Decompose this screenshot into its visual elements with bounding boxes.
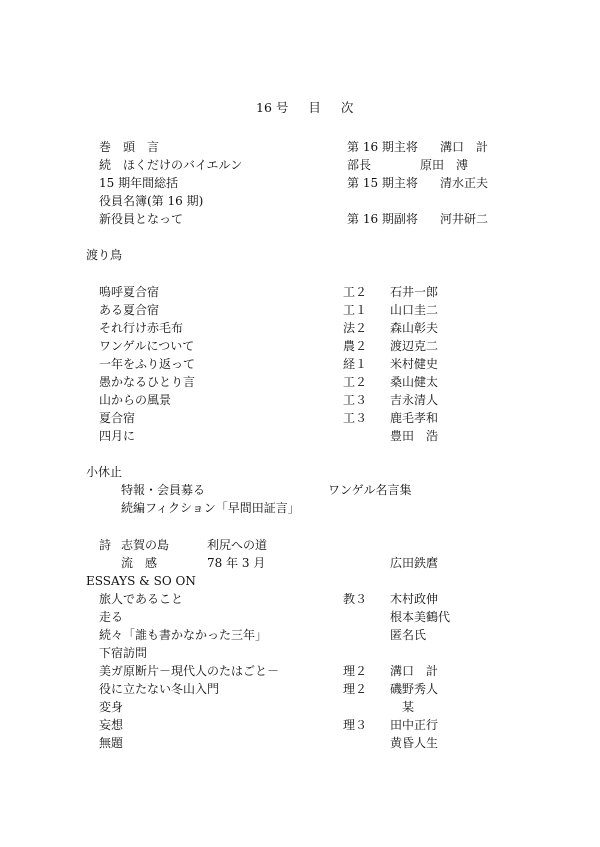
toc-entry-class: 工２ [343,375,368,389]
toc-entry-title: 山からの風景 [99,393,172,407]
toc-entry-name: 木村政伸 [390,592,439,606]
toc-entry-title: ワンゲルについて [99,339,195,353]
toc-entry-name: 某 [390,700,415,714]
toc-entry-title: 走る [99,610,124,624]
toc-entry-name: 石井一郎 [390,285,439,299]
toc-entry-title: 流 感 [121,556,158,570]
toc-entry-name: 黄昏人生 [390,736,439,750]
toc-entry-title: ある夏合宿 [99,303,160,317]
toc-entry-title: 愚かなるひとり言 [99,375,196,389]
toc-entry-title: 旅人であること [99,592,184,606]
toc-entry-class: 理２ [343,682,368,696]
toc-entry-name: 溝口 計 [390,664,439,678]
page-title [256,101,353,115]
toc-entry-title: 続編フィクション「早間田証言」 [121,501,300,515]
toc-entry-name: 河井研二 [440,212,489,226]
toc-entry-title: 無題 [99,736,124,750]
toc-entry-title: 美ガ原断片－現代人のたはごと－ [99,664,280,678]
toc-entry-class: 法２ [343,321,368,335]
toc-entry-class: 教３ [343,592,368,606]
title-issue: 16 号 [256,100,289,115]
toc-entry-name: 磯野秀人 [390,682,439,696]
toc-entry-class: 理２ [343,664,368,678]
toc-entry-name: 匿名氏 [390,628,427,642]
toc-entry-title: 志賀の島 [121,538,170,552]
toc-entry-class: 農２ [343,339,368,353]
toc-entry-class: 工２ [343,285,368,299]
title-moku: 目 [308,100,321,115]
toc-entry-title: 続 ほくだけのバイエルン [99,158,243,172]
title-ji: 次 [340,100,354,115]
section-heading-essays: ESSAYS & SO ON [86,574,196,588]
toc-entry-class: 理３ [343,718,368,732]
toc-entry-name: 山口圭二 [390,303,439,317]
toc-entry-role: 部長 [347,158,372,172]
toc-entry-name: 広田鉄麿 [390,556,439,570]
toc-entry-title: 変身 [99,700,124,714]
toc-entry-title: 嗚呼夏合宿 [99,285,160,299]
toc-entry-title: 一年をふり返って [99,357,196,371]
toc-entry-title: 夏合宿 [99,411,136,425]
toc-entry-name: 渡辺克二 [390,339,439,353]
toc-entry-name: 溝口 計 [440,140,489,154]
toc-entry-title: ワンゲル名言集 [328,483,412,497]
toc-entry-name: 森山彰夫 [390,321,439,335]
section-heading-kyuushi: 小休止 [86,465,123,479]
toc-entry-title: 役員名簿(第 16 期) [99,194,204,208]
toc-entry-name: 根本美鶴代 [390,610,451,624]
toc-entry-title: 巻 頭 言 [99,140,160,154]
toc-entry-title: 利尻への道 [207,538,268,552]
poem-label: 詩 [99,538,112,552]
toc-entry-title: 15 期年間総括 [99,176,179,190]
toc-entry-name: 田中正行 [390,718,439,732]
toc-entry-name: 桑山健太 [390,375,439,389]
toc-entry-name: 鹿毛孝和 [390,411,439,425]
section-heading-wataridori: 渡り鳥 [86,248,123,262]
toc-entry-title: 新役員となって [99,212,184,226]
toc-entry-role: 第 15 期主将 [347,176,418,190]
toc-entry-class: 工１ [343,303,368,317]
toc-entry-name: 吉永清人 [390,393,439,407]
toc-entry-name: 清水正夫 [440,176,489,190]
toc-entry-title: 四月に [99,429,136,443]
toc-entry-name: 豊田 浩 [390,429,439,443]
toc-entry-title: 役に立たない冬山入門 [99,682,220,696]
toc-entry-class: 工３ [343,393,368,407]
toc-entry-role: 第 16 期主将 [347,140,418,154]
toc-entry-title: 妄想 [99,718,124,732]
toc-entry-title: それ行け赤毛布 [99,321,184,335]
toc-entry-name: 米村健史 [390,357,439,371]
toc-entry-class: 工３ [343,411,368,425]
toc-entry-class: 経１ [343,357,368,371]
toc-entry-title: 続々「誰も書かなかった三年」 [99,628,268,642]
toc-entry-title: 下宿訪問 [99,646,148,660]
toc-entry-role: 第 16 期副将 [347,212,418,226]
toc-entry-title: 78 年 3 月 [207,556,266,570]
toc-entry-title: 特報・会員募る [121,483,206,497]
toc-entry-name: 原田 溥 [420,158,469,172]
